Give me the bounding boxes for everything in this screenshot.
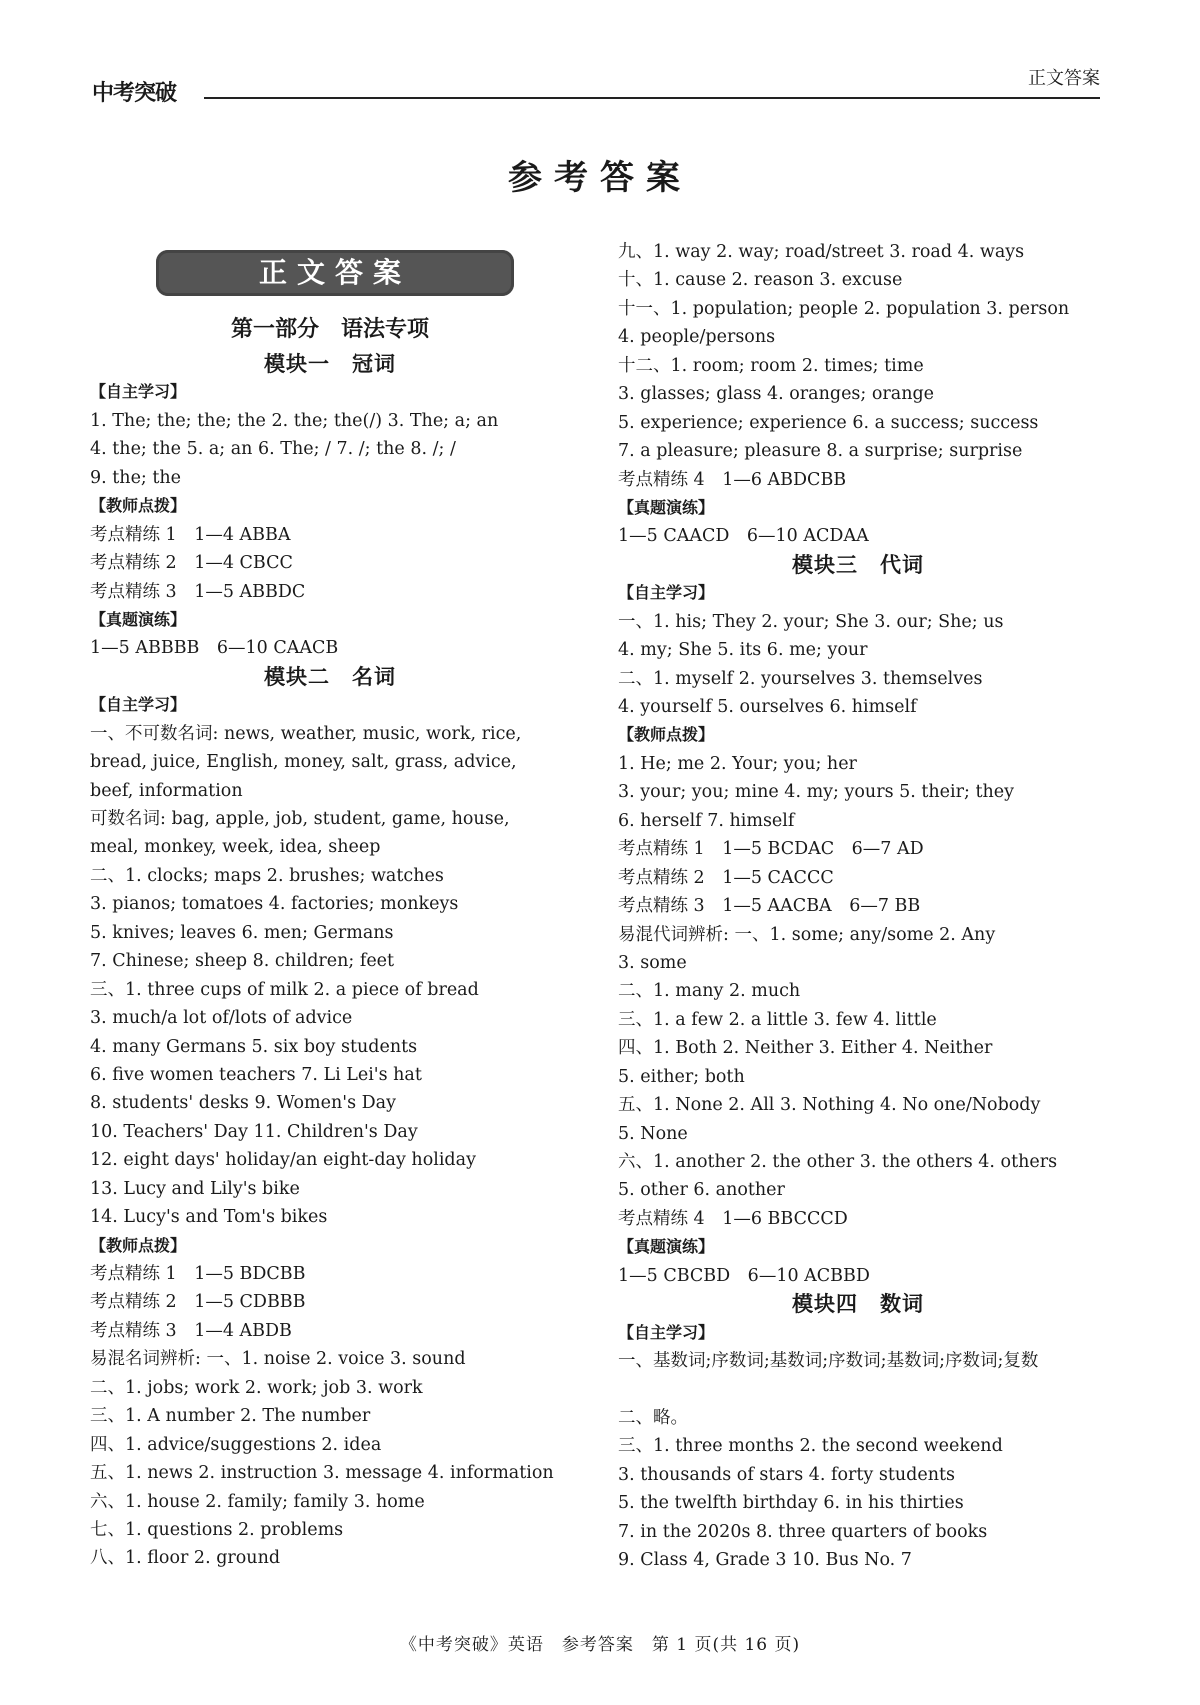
answer-line: 五、1. news 2. instruction 3. message 4. information [90,1463,554,1484]
page-footer: 《中考突破》英语 参考答案 第 1 页(共 16 页) [399,1635,801,1655]
subsection-label: 【教师点拨】 [90,1235,187,1255]
answer-line: 7. a pleasure; pleasure 8. a surprise; surprise [618,441,1023,462]
answer-line: 六、1. house 2. family; family 3. home [90,1491,425,1512]
answer-line: 5. either; both [618,1066,745,1087]
answer-line: 三、1. three cups of milk 2. a piece of bread [90,979,479,1000]
answer-line: 十一、1. population; people 2. population 3. person [618,298,1070,319]
subsection-label: 【自主学习】 [90,695,187,715]
answer-line: 五、1. None 2. All 3. Nothing 4. No one/Nobody [618,1095,1041,1116]
answer-line: 考点精练 4 1—6 ABDCBB [618,469,847,490]
section-banner: 正文答案 [156,250,514,296]
subsection-label: 【自主学习】 [618,583,715,603]
answer-line: 十、1. cause 2. reason 3. excuse [618,270,903,291]
answer-line: meal, monkey, week, idea, sheep [90,837,381,858]
answer-line: 10. Teachers' Day 11. Children's Day [90,1121,418,1142]
answer-line: 二、略。 [618,1407,688,1428]
answer-line: 1—5 CBCBD 6—10 ACBBD [618,1265,870,1286]
answer-line: 6. herself 7. himself [618,810,795,831]
answer-line: 一、1. his; They 2. your; She 3. our; She; us [618,611,1004,632]
answer-line: 考点精练 3 1—5 AACBA 6—7 BB [618,896,921,917]
answer-line: 3. much/a lot of/lots of advice [90,1008,353,1029]
answer-line: 5. knives; leaves 6. men; Germans [90,922,394,943]
answer-line: 九、1. way 2. way; road/street 3. road 4. ways [618,242,1025,262]
answer-line: 可数名词: bag, apple, job, student, game, house, [90,809,510,829]
answer-line: 考点精练 1 1—5 BCDAC 6—7 AD [618,839,924,860]
answer-line: 7. Chinese; sheep 8. children; feet [90,951,395,972]
answer-line: 四、1. advice/suggestions 2. idea [90,1434,382,1455]
answer-line: 5. experience; experience 6. a success; success [618,412,1039,433]
answer-line: 四、1. Both 2. Neither 3. Either 4. Neither [618,1038,993,1059]
module-heading: 模块一 冠词 [264,352,396,376]
answer-line: 3. glasses; glass 4. oranges; orange [618,384,935,405]
module-heading: 模块四 数词 [792,1292,924,1317]
answer-line: 4. yourself 5. ourselves 6. himself [618,697,917,717]
answer-line: 8. students' desks 9. Women's Day [90,1093,396,1114]
answer-line: 1. He; me 2. Your; you; her [618,753,857,774]
answer-line: 考点精练 1 1—4 ABBA [90,524,291,545]
answer-line: 1. The; the; the; the 2. the; the(/) 3. The; a; an [90,410,499,431]
answer-line: 十二、1. room; room 2. times; time [618,355,924,376]
answer-line: 易混名词辨析: 一、1. noise 2. voice 3. sound [90,1349,466,1370]
answer-line: 考点精练 2 1—5 CDBBB [90,1292,306,1313]
answer-line: 八、1. floor 2. ground [90,1548,281,1569]
header-book-title: 中考突破 [92,81,177,106]
answer-line: 三、1. a few 2. a little 3. few 4. little [618,1009,937,1030]
header-rule [204,97,1100,99]
answer-line: 一、基数词;序数词;基数词;序数词;基数词;序数词;复数 [618,1351,1039,1372]
answer-line: 4. my; She 5. its 6. me; your [618,640,868,661]
answer-line: 考点精练 2 1—4 CBCC [90,553,293,574]
subsection-label: 【真题演练】 [618,497,715,517]
left-column [90,310,570,1573]
header-section-label: 正文答案 [1028,68,1100,89]
answer-line: 六、1. another 2. the other 3. the others 4. others [618,1152,1058,1172]
answer-line: 4. the; the 5. a; an 6. The; / 7. /; the 8. /; / [90,439,456,460]
answer-line: 考点精练 2 1—5 CACCC [618,867,834,888]
answer-line: 3. some [618,952,687,973]
page-title: 参考答案 [508,158,692,198]
answer-line: 4. many Germans 5. six boy students [90,1036,418,1057]
answer-line: 二、1. myself 2. yourselves 3. themselves [618,668,983,689]
answer-line: 三、1. three months 2. the second weekend [618,1436,1003,1457]
answer-line: 3. thousands of stars 4. forty students [618,1464,955,1485]
answer-line: 1—5 ABBBB 6—10 CAACB [90,638,339,659]
answer-line: beef, information [90,780,243,801]
module-heading: 模块三 代词 [792,552,924,577]
answer-line: 4. people/persons [618,327,776,348]
part-heading: 第一部分 语法专项 [230,317,429,342]
subsection-label: 【真题演练】 [90,609,187,629]
subsection-label: 【自主学习】 [618,1322,715,1342]
answer-line: 5. the twelfth birthday 6. in his thirties [618,1493,964,1514]
answer-line: 5. other 6. another [618,1180,785,1201]
answer-line: 一、不可数名词: news, weather, music, work, rice, [90,723,522,744]
answer-line: 三、1. A number 2. The number [90,1406,371,1427]
answer-line: 考点精练 4 1—6 BBCCCD [618,1208,848,1229]
subsection-label: 【教师点拨】 [618,725,715,745]
answer-line: 二、1. many 2. much [618,981,801,1002]
answer-line: 12. eight days' holiday/an eight-day holiday [90,1150,476,1171]
answer-line: 13. Lucy and Lily's bike [90,1178,300,1199]
answer-line: 9. the; the [90,467,182,488]
answer-line: 3. your; you; mine 4. my; yours 5. their; they [618,782,1014,803]
answer-line: 6. five women teachers 7. Li Lei's hat [90,1064,422,1085]
module-heading: 模块二 名词 [264,664,396,689]
subsection-label: 【真题演练】 [618,1237,715,1257]
answer-line: 二、1. clocks; maps 2. brushes; watches [90,865,444,886]
answer-line: 5. None [618,1123,688,1144]
answer-line: bread, juice, English, money, salt, grass, advice, [90,752,517,773]
right-column [618,238,1098,1575]
answer-line: 考点精练 3 1—4 ABDB [90,1320,292,1341]
answer-line: 7. in the 2020s 8. three quarters of books [618,1521,988,1542]
answer-line: 14. Lucy's and Tom's bikes [90,1207,328,1228]
subsection-label: 【教师点拨】 [90,496,187,516]
answer-line: 考点精练 3 1—5 ABBDC [90,581,306,602]
answer-line: 七、1. questions 2. problems [90,1519,344,1540]
subsection-label: 【自主学习】 [90,382,187,402]
answer-line: 易混代词辨析: 一、1. some; any/some 2. Any [618,924,996,945]
answer-line: 3. pianos; tomatoes 4. factories; monkeys [90,894,459,915]
answer-line: 考点精练 1 1—5 BDCBB [90,1264,306,1284]
answer-line: 9. Class 4, Grade 3 10. Bus No. 7 [618,1550,912,1571]
answer-line: 二、1. jobs; work 2. work; job 3. work [90,1377,423,1398]
answer-line: 1—5 CAACD 6—10 ACDAA [618,526,869,547]
